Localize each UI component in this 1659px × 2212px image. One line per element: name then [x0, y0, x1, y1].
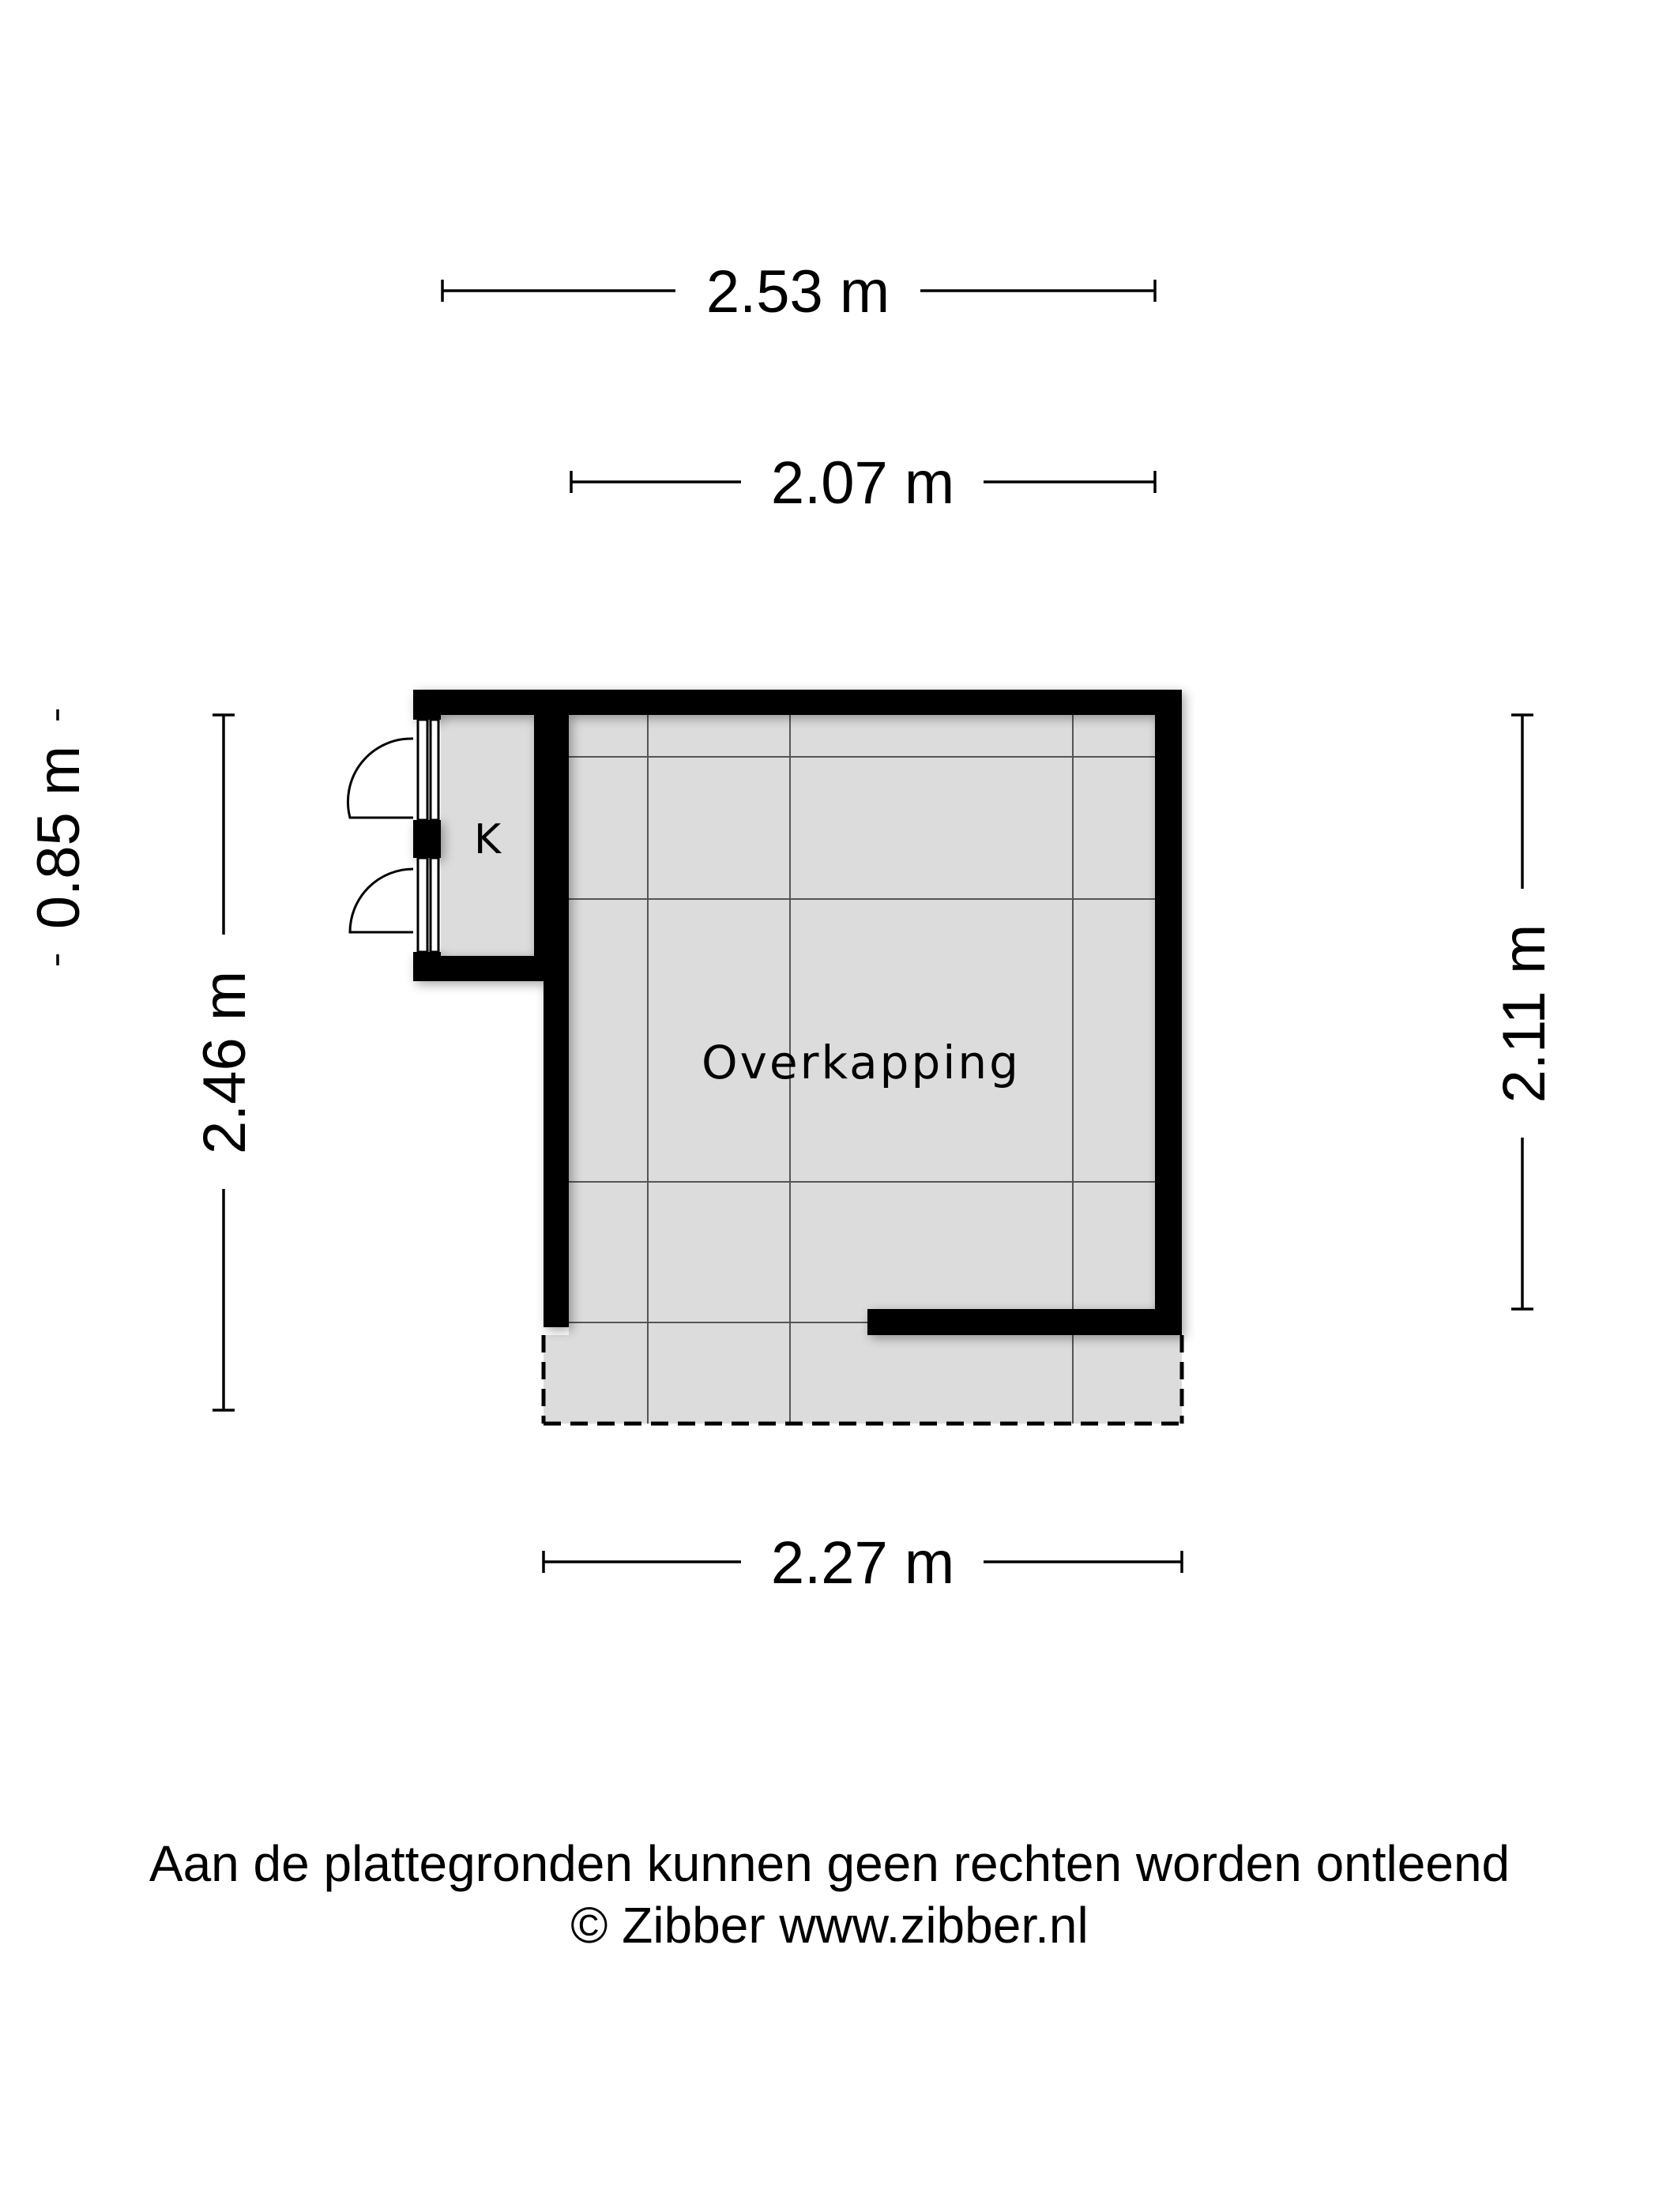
open-floor-extension — [544, 1335, 1182, 1424]
dimension-top-outer: 2.53 m — [705, 258, 890, 325]
dimension-left-small: 0.85 m — [25, 745, 92, 930]
copyright-text: © Zibber www.zibber.nl — [570, 1897, 1089, 1954]
dimension-right: 2.11 m — [1491, 924, 1558, 1104]
disclaimer-text: Aan de plattegronden kunnen geen rechten worden ontleend — [149, 1835, 1510, 1892]
wall-inner-vertical — [534, 715, 569, 956]
wall-left-mid-stub — [413, 820, 441, 858]
wall-right — [1155, 690, 1182, 1335]
door-swing-icon — [348, 739, 413, 932]
room-label-closet: K — [473, 816, 502, 863]
wall-bottom-right — [867, 1309, 1182, 1335]
wall-left-top-stub — [413, 690, 441, 720]
wall-left-lower — [544, 956, 569, 1327]
main-floor — [569, 715, 1155, 1335]
wall-left-bottom-stub — [413, 952, 441, 981]
room-label-overkapping: Overkapping — [702, 1036, 1021, 1089]
dimension-left-total: 2.46 m — [191, 970, 258, 1155]
wall-top — [413, 690, 1182, 715]
dimension-top-inner: 2.07 m — [770, 450, 955, 517]
dimension-bottom: 2.27 m — [770, 1529, 955, 1597]
